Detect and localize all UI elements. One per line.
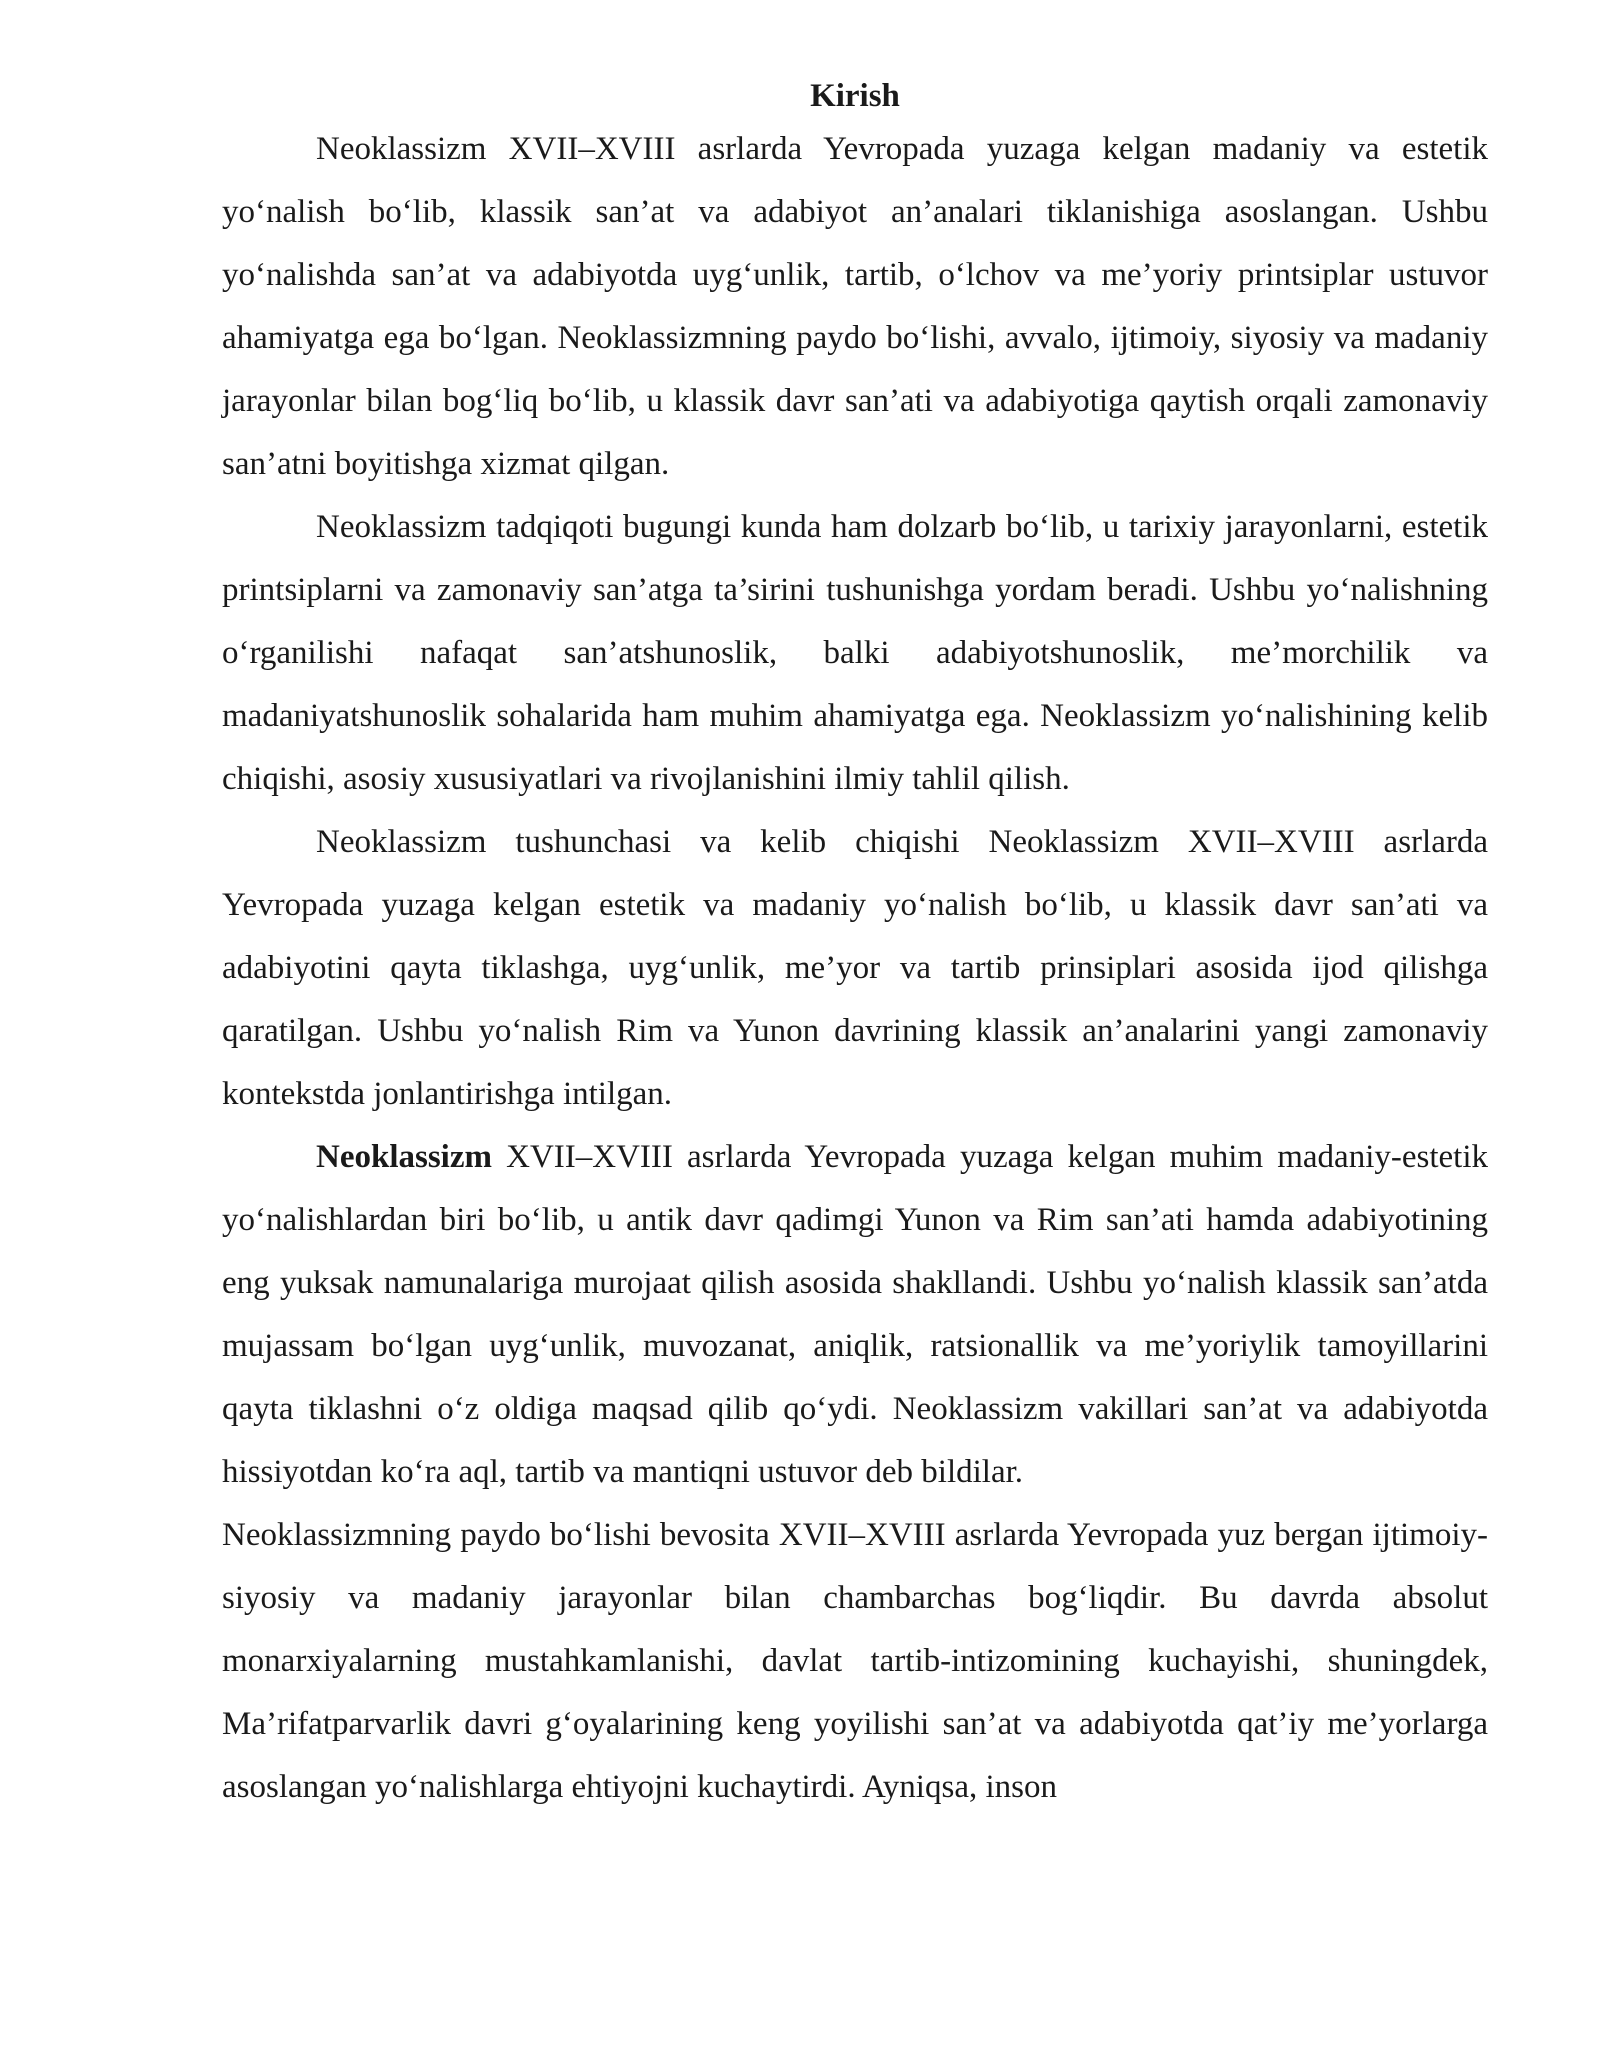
paragraph-1: Neoklassizm XVII–XVIII asrlarda Yevropada yuzaga kelgan madaniy va estetik yo‘nalish bo‘lib, klassik san’at va adabiyot an’analari tiklanishiga asoslangan. Ushbu yo‘nalishda san’at va adabiyotda uyg‘unlik, tartib, o‘lchov va me’yoriy printsiplar ustuvor ahamiyatga ega bo‘lgan. Neoklassizmning paydo bo‘lishi, avvalo, ijtimoiy, siyosiy va madaniy jarayonlar bilan bog‘liq bo‘lib, u klassik davr san’ati va adabiyotiga qaytish orqali zamonaviy san’atni boyitishga xizmat qilgan.: [222, 131, 1488, 482]
paragraph-4: [222, 1126, 1488, 1504]
document-title: Kirish: [810, 78, 900, 114]
paragraph-4-bold-lead: Neoklassizm: [316, 1139, 492, 1175]
paragraph-5: Neoklassizmning paydo bo‘lishi bevosita XVII–XVIII asrlarda Yevropada yuz bergan ijtimoiy-siyosiy va madaniy jarayonlar bilan chambarchas bog‘liqdir. Bu davrda absolut monarxiyalarning mustahkamlanishi, davlat tartib-intizomining kuchayishi, shuningdek, Ma’rifatparvarlik davri g‘oyalarining keng yoyilishi san’at va adabiyotda qat’iy me’yorlarga asoslangan yo‘nalishlarga ehtiyojni kuchaytirdi. Ayniqsa, inson: [222, 1517, 1488, 1805]
document-page: [222, 74, 1488, 1819]
paragraph-3: Neoklassizm tushunchasi va kelib chiqishi Neoklassizm XVII–XVIII asrlarda Yevropada yuzaga kelgan estetik va madaniy yo‘nalish bo‘lib, u klassik davr san’ati va adabiyotini qayta tiklashga, uyg‘unlik, me’yor va tartib prinsiplari asosida ijod qilishga qaratilgan. Ushbu yo‘nalish Rim va Yunon davrining klassik an’analarini yangi zamonaviy kontekstda jonlantirishga intilgan.: [222, 824, 1488, 1112]
paragraph-4-text: XVII–XVIII asrlarda Yevropada yuzaga kelgan muhim madaniy-estetik yo‘nalishlardan biri bo‘lib, u antik davr qadimgi Yunon va Rim san’ati hamda adabiyotining eng yuksak namunalariga murojaat qilish asosida shakllandi. Ushbu yo‘nalish klassik san’atda mujassam bo‘lgan uyg‘unlik, muvozanat, aniqlik, ratsionallik va me’yoriylik tamoyillarini qayta tiklashni o‘z oldiga maqsad qilib qo‘ydi. Neoklassizm vakillari san’at va adabiyotda hissiyotdan ko‘ra aql, tartib va mantiqni ustuvor deb bildilar.: [222, 1139, 1488, 1490]
paragraph-2: Neoklassizm tadqiqoti bugungi kunda ham dolzarb bo‘lib, u tarixiy jarayonlarni, estetik printsiplarni va zamonaviy san’atga ta’sirini tushunishga yordam beradi. Ushbu yo‘nalishning o‘rganilishi nafaqat san’atshunoslik, balki adabiyotshunoslik, me’morchilik va madaniyatshunoslik sohalarida ham muhim ahamiyatga ega. Neoklassizm yo‘nalishining kelib chiqishi, asosiy xususiyatlari va rivojlanishini ilmiy tahlil qilish.: [222, 509, 1488, 797]
